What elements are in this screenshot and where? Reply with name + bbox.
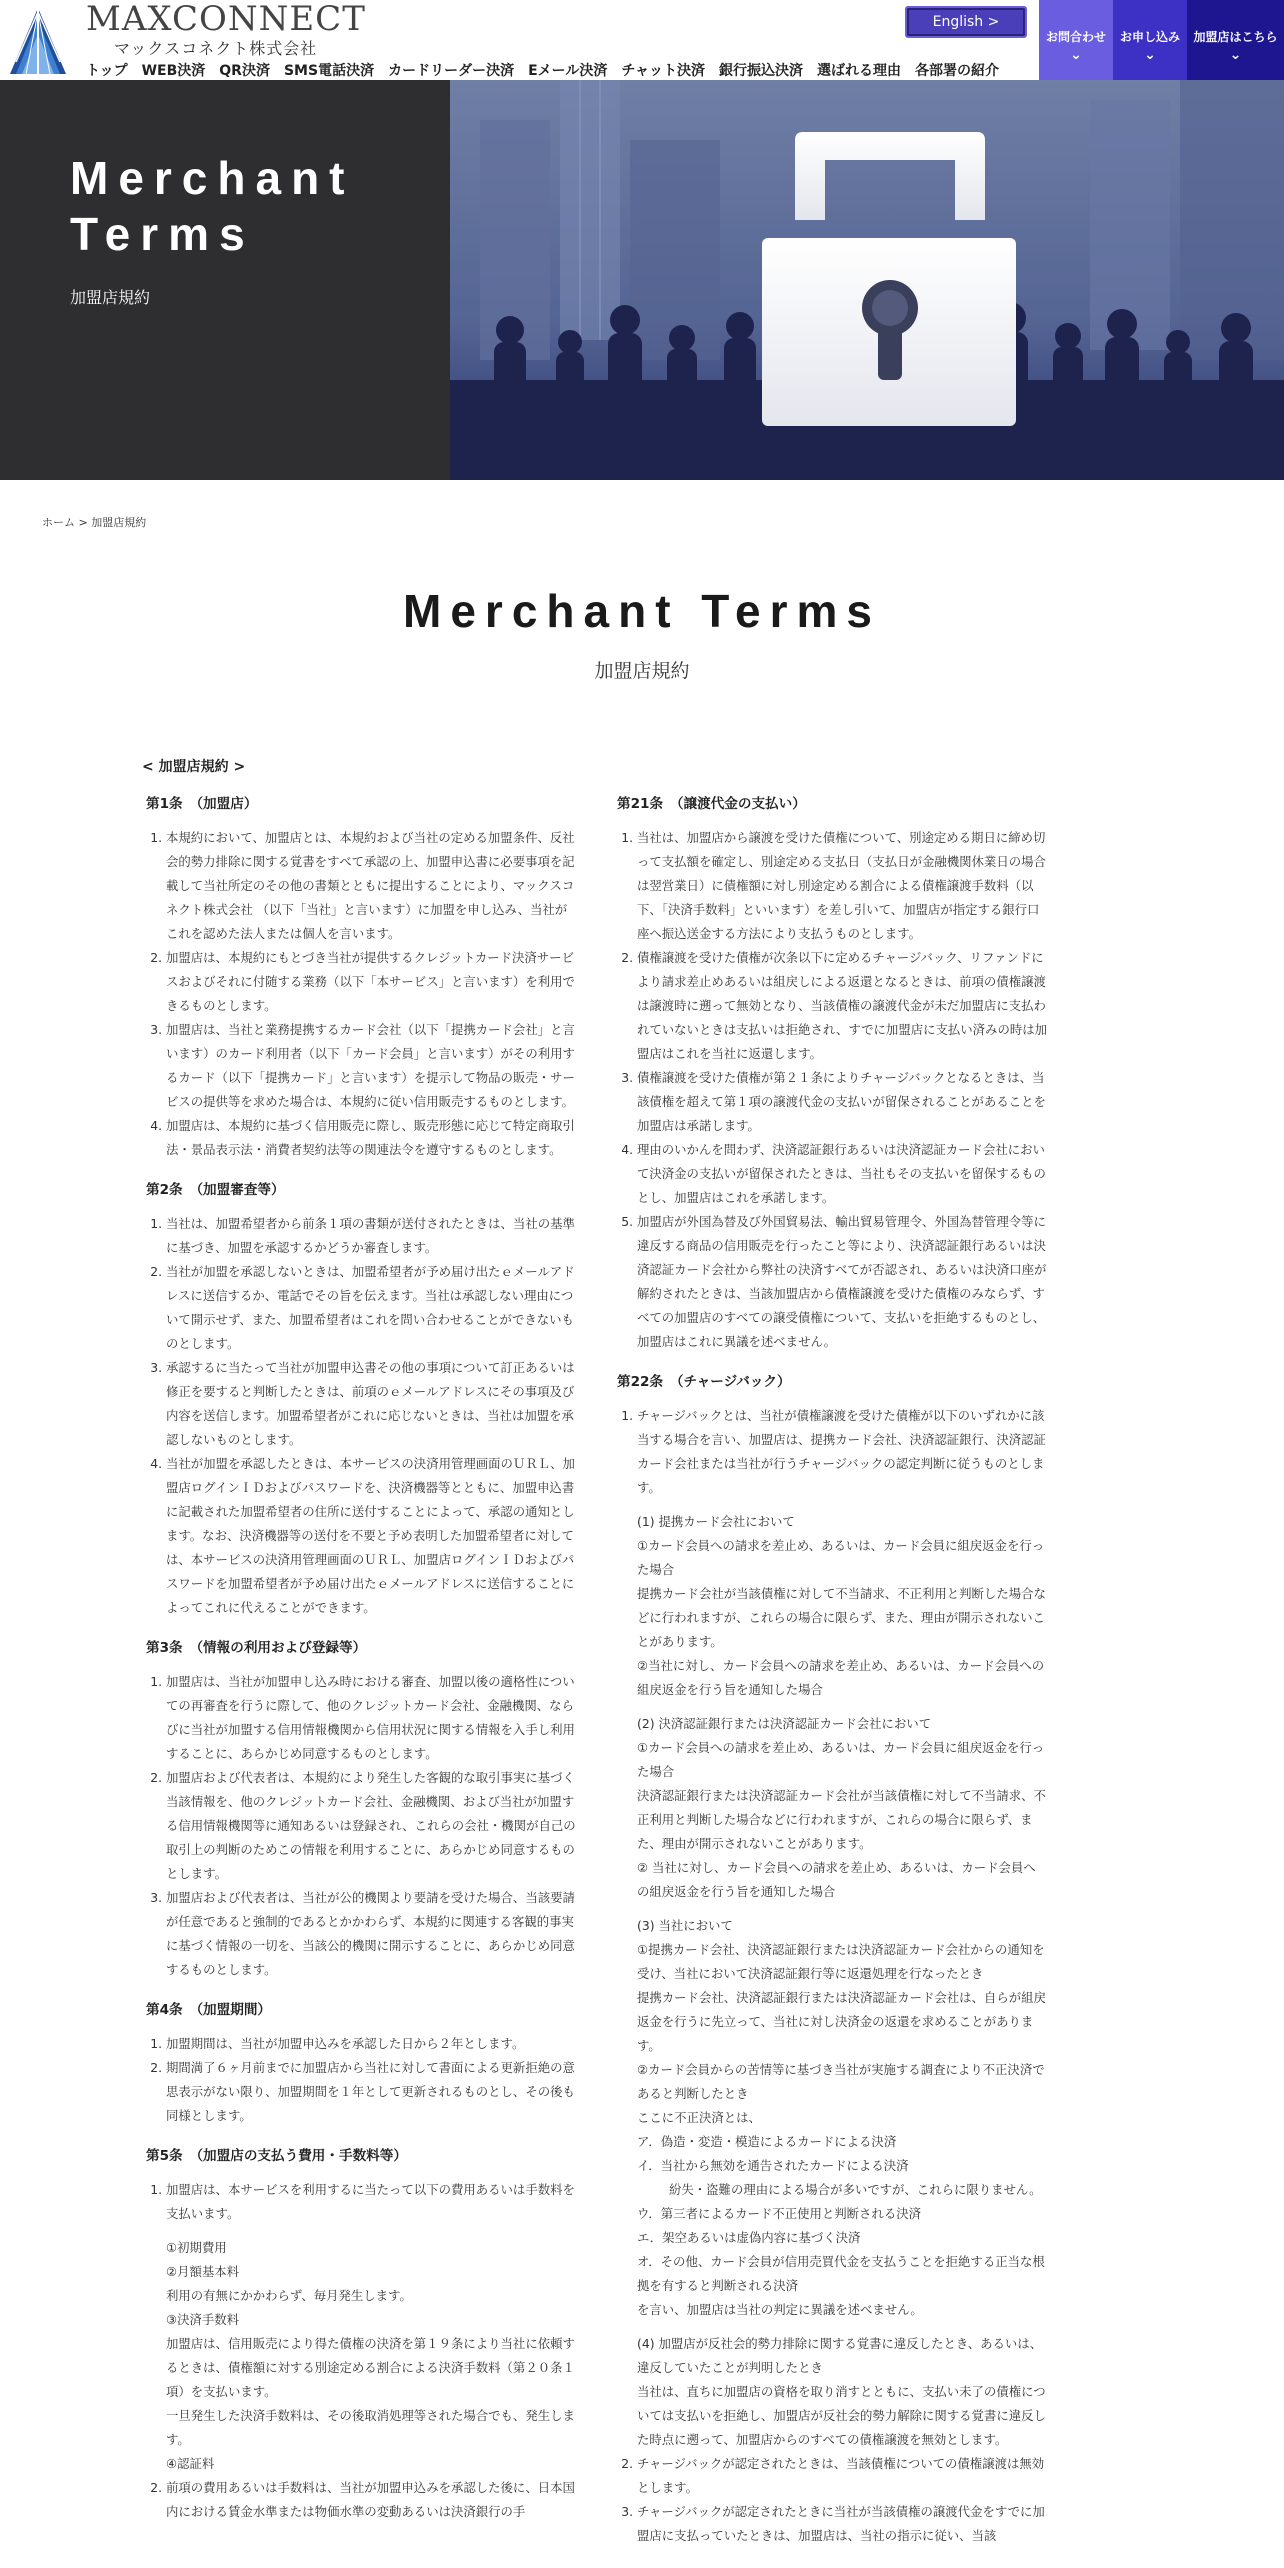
nav-item-sms-phone-payment[interactable]: SMS電話決済 (283, 63, 375, 79)
list-item: 3. 承認するに当たって当社が加盟申込書その他の事項について訂正あるいは修正を要すると判断したときは、前項のｅメールアドレスにその事項及び内容を送信します。加盟希望者がこれに応じないときは、当社は加盟を承認しないものとします。 (166, 1356, 576, 1452)
case-line: 決済認証銀行または決済認証カード会社が当該債権に対して不当請求、不正利用と判断した場合などに行われますが、これらの場合に限らず、また、理由が開示されないことがあります。 (637, 1788, 1046, 1851)
list-item: 2. 期間満了６ヶ月前までに加盟店から当社に対して書面による更新拒絶の意思表示がない限り、加盟期間を１年として更新されるものとし、その後も同様とします。 (166, 2056, 576, 2128)
case-line: ①カード会員への請求を差止め、あるいは、カード会員に組戻返金を行った場合 (637, 1740, 1045, 1779)
list-item: 2. 債権譲渡を受けた債権が次条以下に定めるチャージバック、リファンドにより請求差止めあるいは組戻しによる返還となるときは、前項の債権譲渡は譲渡時に遡って無効となり、当該債権の譲渡代金が未だ加盟店に支払われていないときは支払いは拒絶され、すでに加盟店に支払い済みの時は加盟店はこれを当社に返還します。 (637, 946, 1047, 1066)
list-item: 3. チャージバックが認定されたときに当社が当該債権の譲渡代金をすでに加盟店に支払っていたときは、加盟店は、当社の指示に従い、当該 (637, 2500, 1047, 2548)
list-item: 1. 加盟期間は、当社が加盟申込みを承認した日から２年とします。 (166, 2032, 576, 2056)
fee-item: ④認証料 (166, 2456, 215, 2471)
case-line: ②カード会員からの苦情等に基づき当社が実施する調査により不正決済であると判断したとき (637, 2062, 1045, 2101)
case-line: (3) 当社において (637, 1918, 733, 1933)
article-1 (146, 792, 576, 1162)
case-line: ①提携カード会社、決済認証銀行または決済認証カード会社からの通知を受け、当社において決済認証銀行等に返還処理を行なったとき (637, 1942, 1045, 1981)
terms-left-column (146, 788, 576, 2540)
case-line: 紛失・盗難の理由による場合が多いですが、これらに限りません。 (669, 2182, 1042, 2197)
fee-item: 加盟店は、信用販売により得た債権の決済を第１９条により当社に依頼するときは、債権額に対する別途定める割合による決済手数料（第２０条１項）を支払います。 (166, 2336, 575, 2399)
list-item: 1. 当社は、加盟希望者から前条１項の書類が送付されたときは、当社の基準に基づき、加盟を承認するかどうか審査します。 (166, 1212, 576, 1260)
page-subtitle: 加盟店規約 (594, 660, 690, 682)
nav-item-departments[interactable]: 各部署の紹介 (914, 63, 999, 79)
chargeback-case-4 (637, 2332, 1047, 2452)
list-item: 1. 本規約において、加盟店とは、本規約および当社の定める加盟条件、反社会的勢力排除に関する覚書をすべて承認の上、加盟申込書に必要事項を記載して当社所定のその他の書類とともに提出することにより、マックスコネクト株式会社 （以下「当社」と言います）に加盟を申し込み、当社がこれを認めた法人または個人を言います。 (166, 826, 576, 946)
chevron-down-icon: ⌄ (1070, 47, 1082, 63)
breadcrumb (42, 514, 146, 530)
chargeback-case-3 (637, 1914, 1047, 2322)
list-item: 1. 加盟店は、当社が加盟申し込み時における審査、加盟以後の適格性についての再審査を行うに際して、他のクレジットカード会社、金融機関、ならびに当社が加盟する信用情報機関から信用状況に関する情報を入手し利用することに、あらかじめ同意するものとします。 (166, 1670, 576, 1766)
chargeback-case-2 (637, 1712, 1047, 1904)
case-line: 提携カード会社が当該債権に対して不当請求、不正利用と判断した場合などに行われますが、これらの場合に限らず、また、理由が開示されないことがあります。 (637, 1586, 1046, 1649)
chargeback-case-1 (637, 1510, 1047, 1702)
maxconnect-logo-icon[interactable] (2, 2, 74, 78)
case-line: ①カード会員への請求を差止め、あるいは、カード会員に組戻返金を行った場合 (637, 1538, 1045, 1577)
article-title: 第22条 （チャージバック） (617, 1374, 791, 1390)
apply-button-label: お申し込み (1119, 30, 1180, 44)
case-line: 当社は、直ちに加盟店の資格を取り消すとともに、支払い未了の債権については支払いを拒絶し、加盟店が反社会的勢力解除に関する覚書に違反した時点に遡って、加盟店からのすべての債権譲渡を無効とします。 (637, 2384, 1046, 2447)
article-21 (617, 792, 1047, 1354)
article-title: 第3条 （情報の利用および登録等） (146, 1640, 367, 1656)
hero-title-line2: Terms (70, 208, 255, 260)
article-title: 第5条 （加盟店の支払う費用・手数料等） (146, 2148, 407, 2164)
logo-subtitle: マックスコネクト株式会社 (114, 39, 318, 58)
list-item: 3. 加盟店および代表者は、当社が公的機関より要請を受けた場合、当該要請が任意であると強制的であるとかかわらず、本規約に関連する客観的事実に基づく情報の一切を、当該公的機関に開示することに、あらかじめ同意するものとします。 (166, 1886, 576, 1982)
article-4 (146, 1998, 576, 2128)
nav-item-email-payment[interactable]: Eメール決済 (528, 63, 608, 79)
hero-banner (0, 80, 1284, 480)
list-item: 2. 加盟店および代表者は、本規約により発生した客観的な取引事実に基づく当該情報を、他のクレジットカード会社、金融機関、および当社が加盟する信用情報機関等に通知あるいは登録され、これらの会社・機関が自己の取引上の判断のためこの情報を利用することに、あらかじめ同意するものとします。 (166, 1766, 576, 1886)
article-title: 第21条 （譲渡代金の支払い） (617, 796, 806, 812)
list-item: 2. 当社が加盟を承認しないときは、加盟希望者が予め届け出たｅメールアドレスに送信するか、電話でその旨を伝えます。当社は承認しない理由について開示せず、また、加盟希望者はこれを問い合わせることができないものとします。 (166, 1260, 576, 1356)
list-item: 2. 加盟店は、本規約にもとづき当社が提供するクレジットカード決済サービスおよびそれに付随する業務（以下「本サービス」と言います）を利用できるものとします。 (166, 946, 576, 1018)
article-items (146, 1670, 576, 1982)
case-line: エ．架空あるいは虚偽内容に基づく決済 (637, 2230, 861, 2245)
contact-button-label: お問合わせ (1045, 30, 1106, 44)
list-item (637, 1404, 1047, 2452)
list-item: 4. 加盟店は、本規約に基づく信用販売に際し、販売形態に応じて特定商取引法・景品表示法・消費者契約法等の関連法令を遵守するものとします。 (166, 1114, 576, 1162)
merchant-button[interactable] (1187, 0, 1284, 80)
article-items (617, 1404, 1047, 2548)
case-line: オ．その他、カード会員が信用売買代金を支払うことを拒絶する正当な根拠を有すると判断される決済 (637, 2254, 1045, 2293)
list-item: 2. チャージバックが認定されたときは、当該債権についての債権譲渡は無効とします。 (637, 2452, 1047, 2500)
hero-title-line1: Merchant (70, 152, 355, 204)
list-item: 2. 前項の費用あるいは手数料は、当社が加盟申込みを承認した後に、日本国内における賃金水準または物価水準の変動あるいは決済銀行の手 (166, 2476, 576, 2524)
list-item: 5. 加盟店が外国為替及び外国貿易法、輸出貿易管理令、外国為替管理令等に違反する商品の信用販売を行ったこと等により、決済認証銀行あるいは決済認証カード会社から弊社の決済すべてが否認され、あるいは決済口座が解約されたときは、当該加盟店から債権譲渡を受けた債権のみならず、すべての加盟店のすべての譲受債権について、支払いを拒絶するものとし、加盟店はこれに異議を述べません。 (637, 1210, 1047, 1354)
list-item (166, 2178, 576, 2476)
case-line: 提携カード会社、決済認証銀行または決済認証カード会社は、自らが組戻返金を行うに先立って、当社に対し決済金の返還を求めることがあります。 (637, 1990, 1046, 2053)
nav-item-chat-payment[interactable]: チャット決済 (621, 63, 705, 79)
article-22 (617, 1370, 1047, 2548)
breadcrumb-home-link[interactable]: ホーム (42, 516, 75, 529)
article-items (146, 2178, 576, 2524)
list-item-text: 1. 加盟店は、本サービスを利用するに当たって以下の費用あるいは手数料を支払います。 (166, 2182, 575, 2221)
case-line: ここに不正決済とは、 (637, 2110, 761, 2125)
hero-title-panel (0, 80, 450, 480)
case-line: を言い、加盟店は当社の判定に異議を述べません。 (637, 2302, 923, 2317)
article-3 (146, 1636, 576, 1982)
site-header (0, 0, 1284, 80)
nav-item-reasons[interactable]: 選ばれる理由 (816, 63, 901, 79)
case-line: ②当社に対し、カード会員への請求を差止め、あるいは、カード会員への組戻返金を行う旨を通知した場合 (637, 1658, 1045, 1697)
article-title: 第4条 （加盟期間） (146, 2002, 272, 2018)
case-line: (4) 加盟店が反社会的勢力排除に関する覚書に違反したとき、あるいは、違反していたことが判明したとき (637, 2336, 1043, 2375)
section-heading: < 加盟店規約 > (142, 759, 246, 775)
list-item-text: 1. チャージバックとは、当社が債権譲渡を受けた債権が以下のいずれかに該当する場合を言い、加盟店は、提携カード会社、決済認証銀行、決済認証カード会社または当社が行うチャージバックの認定判断に従うものとします。 (637, 1408, 1046, 1495)
fee-item: ③決済手数料 (166, 2312, 240, 2327)
hero-subtitle: 加盟店規約 (70, 288, 151, 307)
article-title: 第1条 （加盟店） (146, 796, 258, 812)
article-5 (146, 2144, 576, 2524)
hero-image-padlock-crowd (450, 80, 1284, 480)
article-items (146, 826, 576, 1162)
case-line: (2) 決済認証銀行または決済認証カード会社において (637, 1716, 932, 1731)
breadcrumb-separator: > (75, 516, 92, 529)
case-line: ② 当社に対し、カード会員への請求を差止め、あるいは、カード会員への組戻返金を行う旨を通知した場合 (637, 1860, 1036, 1899)
case-line: ア．偽造・変造・模造によるカードによる決済 (637, 2134, 897, 2149)
list-item: 3. 加盟店は、当社と業務提携するカード会社（以下「提携カード会社」と言います）のカード利用者（以下「カード会員」と言います）がその利用するカード（以下「提携カード」と言います）を提示して物品の販売・サービスの提供等を求めた場合は、本規約に従い信用販売するものとします。 (166, 1018, 576, 1114)
english-button[interactable]: English > (905, 6, 1027, 38)
apply-button[interactable] (1113, 0, 1187, 80)
list-item: 4. 当社が加盟を承認したときは、本サービスの決済用管理画面のＵＲＬ、加盟店ログインＩＤおよびパスワードを、決済機器等とともに、加盟申込書に記載された加盟希望者の住所に送付することによって、承認の通知とします。なお、決済機器等の送付を不要と予め表明した加盟希望者に対しては、本サービスの決済用管理画面のＵＲＬ、加盟店ログインＩＤおよびパスワードを加盟希望者が予め届け出たｅメールアドレスに送信することによってこれに代えることができます。 (166, 1452, 576, 1620)
terms-right-column (617, 788, 1047, 2564)
logo-text[interactable]: MAXCONNECT (86, 0, 366, 39)
case-line: イ．当社から無効を通告されたカードによる決済 (637, 2158, 909, 2173)
article-items (146, 2032, 576, 2128)
fee-item: ②月額基本料 (166, 2264, 240, 2279)
list-item: 3. 債権譲渡を受けた債権が第２１条によりチャージバックとなるときは、当該債権を超えて第１項の譲渡代金の支払いが留保されることがあることを加盟店は承諾します。 (637, 1066, 1047, 1138)
article-title: 第2条 （加盟審査等） (146, 1182, 285, 1198)
nav-item-bank-transfer-payment[interactable]: 銀行振込決済 (718, 63, 803, 79)
article-items (146, 1212, 576, 1620)
nav-item-web-payment[interactable]: WEB決済 (141, 63, 206, 79)
page-title: Merchant Terms (403, 585, 881, 637)
breadcrumb-current: 加盟店規約 (91, 516, 147, 529)
fee-item: 利用の有無にかかわらず、毎月発生します。 (166, 2288, 412, 2303)
list-item: 1. 当社は、加盟店から譲渡を受けた債権について、別途定める期日に締め切って支払額を確定し、別途定める支払日（支払日が金融機関休業日の場合は翌営業日）に債権額に対し別途定める割合による債権譲渡手数料（以下、「決済手数料」といいます）を差し引いて、加盟店が指定する銀行口座へ振込送金する方法により支払うものとします。 (637, 826, 1047, 946)
article-items (617, 826, 1047, 1354)
case-line: ウ．第三者によるカード不正使用と判断される決済 (637, 2206, 921, 2221)
fee-item: ①初期費用 (166, 2240, 227, 2255)
hero-title (70, 150, 354, 262)
article-2 (146, 1178, 576, 1620)
fee-list (166, 2236, 576, 2476)
merchant-button-label: 加盟店はこちら (1193, 30, 1278, 44)
nav-item-top[interactable]: トップ (86, 63, 128, 79)
case-line: (1) 提携カード会社において (637, 1514, 795, 1529)
chevron-down-icon: ⌄ (1144, 47, 1156, 63)
list-item: 4. 理由のいかんを問わず、決済認証銀行あるいは決済認証カード会社において決済金の支払いが留保されたときは、当社もその支払いを留保するものとし、加盟店はこれを承諾します。 (637, 1138, 1047, 1210)
contact-button[interactable] (1039, 0, 1113, 80)
nav-item-qr-payment[interactable]: QR決済 (219, 63, 270, 79)
fee-item: 一旦発生した決済手数料は、その後取消処理等された場合でも、発生します。 (166, 2408, 575, 2447)
main-nav (86, 60, 999, 80)
chevron-down-icon: ⌄ (1229, 47, 1242, 63)
nav-item-card-reader-payment[interactable]: カードリーダー決済 (388, 63, 515, 79)
